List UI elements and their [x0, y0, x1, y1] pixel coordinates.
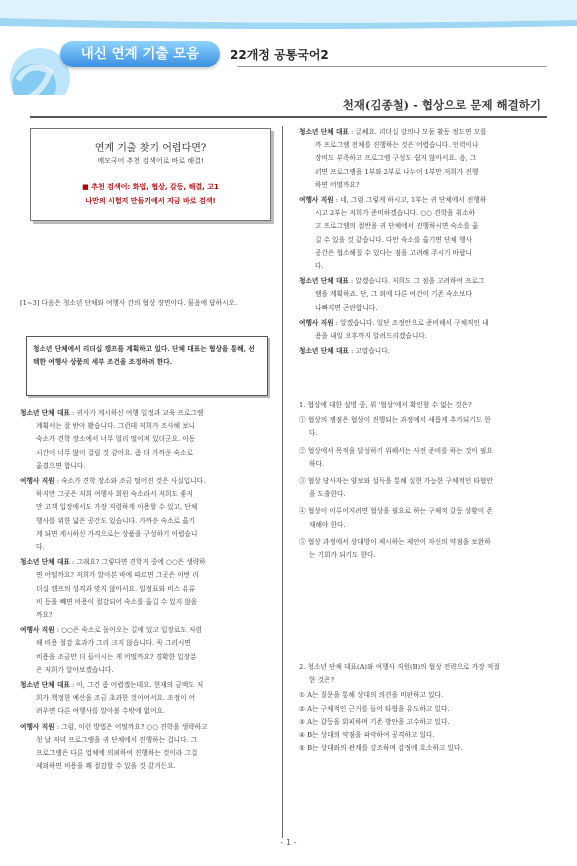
dialogue-line: 첫 날 저녁 프로그램을 귀 단체에서 진행하는 겁니다. 그	[36, 735, 198, 744]
dialogue-line: 램을 계획하죠. 단, 그 외에 다른 여건이 기존 숙소보다	[315, 290, 472, 299]
dialogue-line: 시고 2부는 저희가 준비하겠습니다. ○○ 견학을 취소하	[315, 209, 476, 218]
option-line: ① A는 질문을 통해 상대의 의견을 비판하고 있다.	[299, 691, 444, 700]
dialogue-turn	[20, 556, 272, 622]
promo-keywords: ■ 추천 검색어: 화법, 협상, 갈등, 해결, 고1	[82, 183, 219, 191]
option-line: ③ A는 갈등을 회피하며 기존 방안을 고수하고 있다.	[299, 717, 450, 726]
dialogue-line: 제외하면 비용을 꽤 절감할 수 있을 것 같거든요.	[36, 762, 176, 771]
option-line: ② 협상에서 목적을 달성하기 위해서는 사전 준비를 하는 것이 필요	[299, 446, 493, 455]
option-line: 을 도출한다.	[309, 490, 346, 499]
speaker-label: 청소년 단체 대표	[20, 558, 70, 567]
option-line: 재해야 한다.	[309, 520, 346, 529]
dialogue-line: 공간은 협소해질 수 있다는 점을 고려해 주시기 바랍니	[315, 248, 473, 257]
promo-make-link: 나만의 시험지 만들기에서 지금 바로 검색!	[85, 197, 216, 205]
dialogue-line: : 귀사가 게시하신 여행 일정과 교육 프로그램	[69, 409, 204, 417]
dialogue-line: 하지만 그곳은 저희 여행사 회원 숙소라서 저희도 좋지	[36, 490, 194, 499]
dialogue-line: 해 비용 절감 효과가 그리 크지 않습니다. 꼭 그러시면	[36, 639, 191, 648]
scenario-text: 청소년 단체에서 리더십 캠프를 계획하고 있다. 단체 대표는 협상을 통해, 선택한 여행사 상품의 세부 조건을 조정하려 한다.	[33, 345, 255, 367]
speaker-label: 여행사 직원	[20, 477, 55, 486]
option-line: ② A는 구체적인 근거를 들어 타협을 유도하고 있다.	[299, 704, 450, 713]
dialogue-line: 용을 내일 오후까지 알려드리겠습니다.	[315, 332, 427, 341]
dialogue-line: 다.	[36, 543, 45, 552]
dialogue-line: 희가 책정한 예산을 조금 초과한 것이어서요. 조정이 어	[36, 694, 196, 703]
dialogue-line: : 알겠습니다. 저희도 그 점을 고려하여 프로그	[348, 277, 485, 286]
dialogue-line: 게 되면 게시하신 가격으로는 상품을 구성하기 어렵습니	[36, 529, 198, 538]
dialogue-turn	[20, 679, 272, 719]
promo-box	[30, 128, 271, 221]
speaker-label: 청소년 단체 대표	[20, 681, 70, 690]
dialogue-line: 하면 어떨까요?	[315, 180, 360, 189]
dialogue-line: 비 등을 빼면 비용이 절감되어 숙소를 옮길 수 있지 않을	[36, 597, 198, 606]
dialogue-line: 비용을 조금만 더 들이시는 게 어떨까요? 경확한 입장분	[36, 652, 197, 661]
chapter-title: 천재(김종철) - 협상으로 문제 해결하기	[342, 98, 541, 112]
speaker-label: 청소년 단체 대표	[299, 277, 349, 286]
dialogue-turn	[299, 345, 547, 358]
speaker-label: 여행사 직원	[20, 722, 55, 731]
dialogue-line: : ○○은 숙소로 돌아오는 길에 있고 입장료도 저렴	[54, 626, 202, 635]
question-2-stem: 2. 청소년 단체 대표(A)와 여행사 직원(B)의 협상 전략으로 가장 적절	[299, 663, 500, 671]
dialogue-line: 시간이 너무 많이 걸릴 것 같아요. 좀 더 가까운 숙소로	[36, 448, 193, 457]
dialogue-line: 숙소가 견학 장소에서 너무 멀리 떨어져 있더군요. 이동	[36, 435, 196, 444]
dialogue-line: 까 프로그램 전체를 진행하는 것은 어렵습니다. 인력이나	[315, 141, 479, 150]
speaker-label: 여행사 직원	[299, 196, 334, 205]
option-line: ⑤ B는 상대와의 관계를 강조하며 감정에 호소하고 있다.	[299, 744, 463, 753]
chapter-rule	[30, 116, 547, 118]
dialogue-line: 계획서는 잘 받아 봤습니다. 그런데 저희가 조사해 보니	[36, 422, 196, 431]
dialogue-turn	[20, 721, 272, 774]
dialogue-line: 고 프로그램의 절반을 귀 단체에서 진행하시면 숙소를 옮	[315, 222, 479, 231]
option-line: ① 협상의 쟁점은 협상이 진행되는 과정에서 새롭게 추가되기도 한	[299, 416, 491, 425]
dialogue-turn	[299, 126, 547, 192]
dialogue-line: 만 고객 입장에서도 가장 저렴하게 이용할 수 있고, 단체	[36, 503, 198, 512]
speaker-label: 여행사 직원	[299, 318, 334, 327]
dialogue-line: : 아, 그건 좀 어렵겠는데요. 현재의 금액도 저	[69, 681, 204, 690]
option-line: ④ B는 상대의 약점을 파악하여 공격하고 있다.	[299, 731, 435, 740]
speaker-label: 청소년 단체 대표	[299, 347, 349, 356]
option-line: ④ 협상이 이루어지려면 협상을 필요로 하는 구체적 갈등 상황이 존	[299, 507, 493, 516]
page-header	[0, 0, 577, 95]
question-1-stem: 1. 협상에 대한 설명 중, 위 '협상'에서 확인할 수 없는 것은?	[299, 401, 472, 409]
dialogue-line: 행사를 위한 넓은 공간도 있습니다. 가까운 숙소로 옮기	[36, 516, 196, 525]
dialogue-line: : 글쎄요. 리더십 강의나 모둠 활동 정도면 모를	[348, 128, 487, 136]
dialogue-turn	[299, 275, 547, 315]
dialogue-turn	[299, 194, 547, 273]
dialogue-line: : 그래요? 그렇다면 견학지 중에 ○○은 생략하	[69, 558, 206, 567]
speaker-label: 청소년 단체 대표	[299, 128, 349, 136]
option-line: 는 기회가 되기도 한다.	[309, 551, 376, 560]
dialogue-line: 장비도 부족하고 프로그램 구성도 쉽지 않아서요. 음, 그	[315, 154, 477, 163]
question-intro: [1~3] 다음은 청소년 단체와 여행사 간의 협상 장면이다. 물음에 답하시오.	[20, 299, 238, 307]
option-line: 다.	[309, 429, 318, 438]
dialogue-line: 려우면 다른 여행사를 알아볼 수밖에 없어요.	[36, 707, 166, 716]
question-1	[299, 399, 547, 566]
question-2-stem-cont: 한 것은?	[309, 676, 335, 685]
promo-subtitle: 메모국어 추천 검색어로 바로 해결!	[97, 157, 204, 165]
option-line: ③ 협상 당사자는 양보와 설득을 통해 실현 가능한 구체적인 타협안	[299, 477, 493, 486]
scenario-box	[26, 336, 268, 396]
dialogue-line: 면 어떨까요? 저희가 알아본 바에 따르면 그곳은 이번 리	[36, 571, 199, 580]
dialogue-turn	[299, 317, 547, 343]
dialogue-line: 프로그램은 다른 업체에 의뢰하여 진행하는 것이라 그걸	[36, 749, 198, 758]
dialogue-turn	[20, 407, 272, 473]
dialogue-line: 러면 프로그램을 1부와 2부로 나누어 1부만 저희가 진행	[315, 167, 479, 176]
dialogue-line: 다.	[315, 262, 324, 271]
speaker-label: 청소년 단체 대표	[20, 409, 70, 417]
dialogue-line: : 숙소가 견학 장소와 조금 떨어진 것은 사실입니다.	[54, 477, 206, 486]
question-1-options	[299, 414, 547, 562]
dialogue-line: 옮겼으면 합니다.	[36, 461, 86, 470]
dialogue-line: : 고맙습니다.	[348, 347, 390, 356]
dialogue-line: 은 저희가 알아보겠습니다.	[36, 665, 114, 674]
header-divider	[237, 66, 547, 67]
option-line: ⑤ 협상 과정에서 상대방이 제시하는 제안이 자신의 약점을 보완하	[299, 537, 491, 546]
dialogue-line: 더십 캠프의 성격과 맞지 않아서요. 일정표와 비스 유류	[36, 584, 196, 593]
dialogue-line: : 네, 그럼 그렇게 하시고, 1부는 귀 단체에서 진행하	[333, 196, 487, 205]
dialogue-line: 까요?	[36, 611, 53, 620]
question-2	[299, 661, 547, 755]
dialogue-turn	[20, 624, 272, 677]
option-line: 하다.	[309, 459, 325, 468]
question-2-options	[299, 689, 547, 755]
dialogue-line: 나빠지면 곤란합니다.	[315, 303, 378, 312]
header-tag: 내신 연계 기출 모음	[60, 41, 220, 67]
dialogue-right	[299, 126, 547, 360]
dialogue-turn	[20, 475, 272, 554]
page-number: - 1 -	[280, 838, 297, 847]
dialogue-line: : 알겠습니다. 일단 조정안으로 준비해서 구체적인 내	[333, 318, 489, 327]
column-divider	[282, 126, 283, 838]
promo-title: 연계 기출 찾기 어렵다면?	[94, 143, 207, 154]
subject-title: 22개정 공통국어2	[230, 48, 329, 62]
dialogue-left	[20, 407, 272, 775]
speaker-label: 여행사 직원	[20, 626, 55, 635]
dialogue-line: : 그럼, 이런 방법은 어떨까요? ○○ 견학을 생략하고	[54, 722, 208, 731]
dialogue-line: 길 수 있을 것 같습니다. 다만 숙소를 옮기면 단체 행사	[315, 235, 472, 244]
